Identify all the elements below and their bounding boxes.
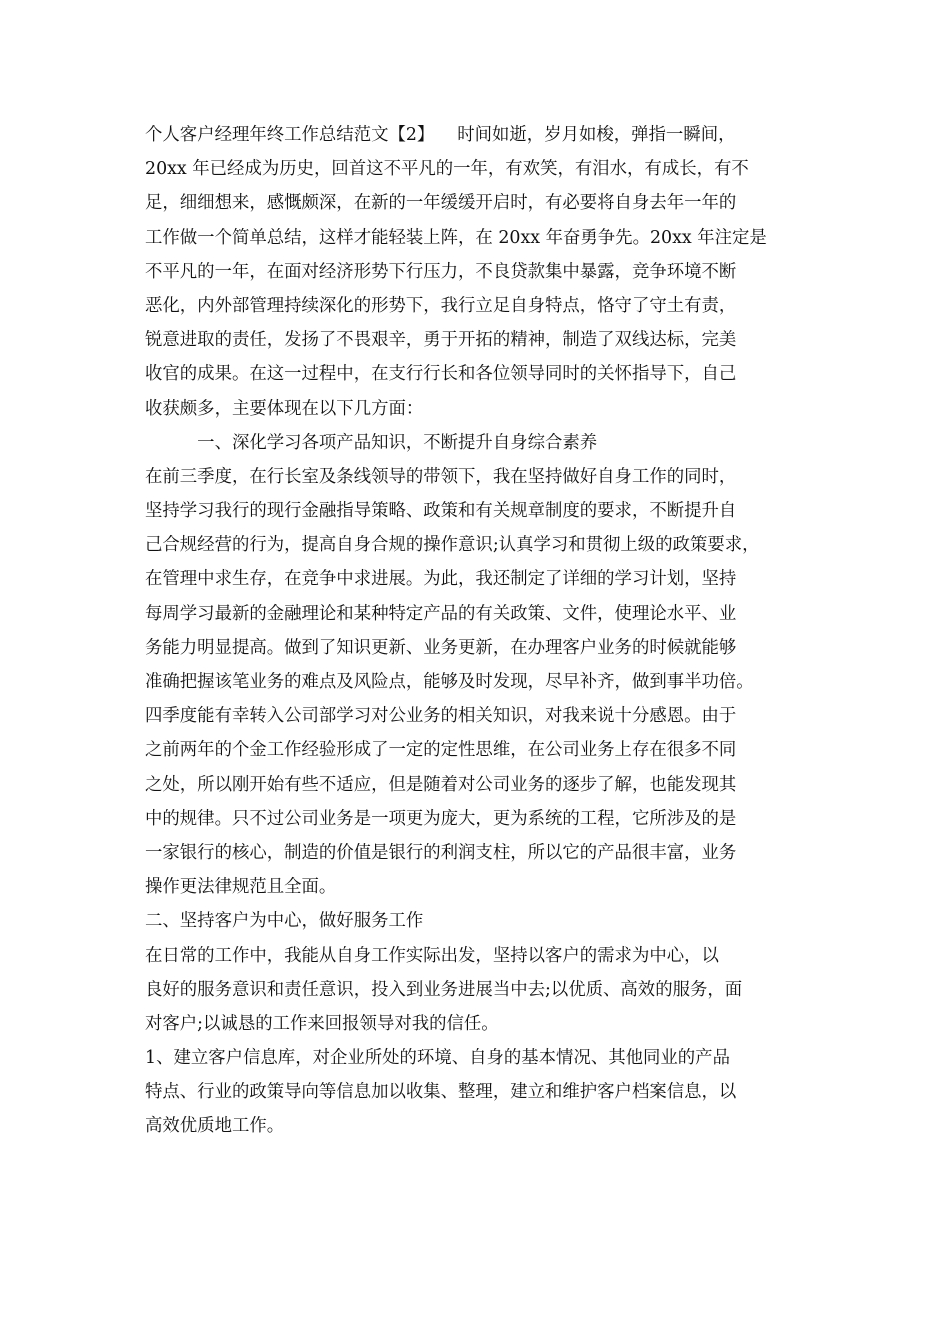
text-line: 操作更法律规范且全面。 — [145, 877, 337, 898]
text-line: 在管理中求生存，在竞争中求进展。为此，我还制定了详细的学习计划，坚持 — [145, 569, 737, 590]
text-line: 务能力明显提高。做到了知识更新、业务更新，在办理客户业务的时候就能够 — [145, 637, 737, 658]
text-line: 一家银行的核心，制造的价值是银行的利润支柱，所以它的产品很丰富，业务 — [145, 842, 737, 863]
section-heading-1: 一、深化学习各项产品知识，不断提升自身综合素养 — [145, 432, 598, 453]
text-line: 对客户;以诚恳的工作来回报领导对我的信任。 — [145, 1013, 499, 1034]
text-line: 收获颇多，主要体现在以下几方面： — [145, 398, 424, 419]
text-line: 准确把握该笔业务的难点及风险点，能够及时发现，尽早补齐，做到事半功倍。 — [145, 672, 754, 692]
text-line: 己合规经营的行为，提高自身合规的操作意识;认真学习和贯彻上级的政策要求， — [145, 535, 760, 556]
text-line: 高效优质地工作。 — [145, 1116, 285, 1137]
document-body — [145, 118, 810, 1144]
text-line: 锐意进取的责任，发扬了不畏艰辛，勇于开拓的精神，制造了双线达标，完美 — [145, 330, 737, 351]
text-line: 在前三季度，在行长室及条线领导的带领下，我在坚持做好自身工作的同时， — [145, 466, 737, 487]
text-line: 20xx 年已经成为历史，回首这不平凡的一年，有欢笑，有泪水，有成长，有不 — [145, 159, 749, 180]
text-line: 坚持学习我行的现行金融指导策略、政策和有关规章制度的要求，不断提升自 — [145, 501, 737, 522]
text-line: 工作做一个简单总结，这样才能轻装上阵，在 20xx 年奋勇争先。20xx 年注定是 — [145, 227, 767, 248]
text-line: 在日常的工作中，我能从自身工作实际出发，坚持以客户的需求为中心，以 — [145, 945, 719, 966]
text-line: 每周学习最新的金融理论和某种特定产品的有关政策、文件，使理论水平、业 — [145, 603, 737, 624]
text-line: 四季度能有幸转入公司部学习对公业务的相关知识，对我来说十分感恩。由于 — [145, 706, 737, 727]
text-line: 特点、行业的政策导向等信息加以收集、整理，建立和维护客户档案信息，以 — [145, 1082, 737, 1103]
section-heading-2: 二、坚持客户为中心，做好服务工作 — [145, 911, 424, 932]
text-line: 良好的服务意识和责任意识，投入到业务进展当中去;以优质、高效的服务，面 — [145, 979, 743, 1000]
text-line: 不平凡的一年，在面对经济形势下行压力，不良贷款集中暴露，竞争环境不断 — [145, 261, 737, 282]
list-item-1: 1、建立客户信息库，对企业所处的环境、自身的基本情况、其他同业的产品 — [145, 1048, 730, 1069]
text-line: 收官的成果。在这一过程中，在支行行长和各位领导同时的关怀指导下，自己 — [145, 364, 737, 385]
text-line: 之前两年的个金工作经验形成了一定的定性思维，在公司业务上存在很多不同 — [145, 740, 737, 761]
text-line: 之处，所以刚开始有些不适应，但是随着对公司业务的逐步了解，也能发现其 — [145, 774, 737, 795]
text-line: 中的规律。只不过公司业务是一项更为庞大，更为系统的工程，它所涉及的是 — [145, 808, 737, 829]
text-line: 个人客户经理年终工作总结范文【2】 时间如逝，岁月如梭，弹指一瞬间， — [145, 125, 736, 145]
text-line: 足，细细想来，感慨颇深，在新的一年缓缓开启时，有必要将自身去年一年的 — [145, 193, 737, 214]
text-line: 恶化，内外部管理持续深化的形势下，我行立足自身特点，恪守了守土有责， — [145, 295, 737, 316]
